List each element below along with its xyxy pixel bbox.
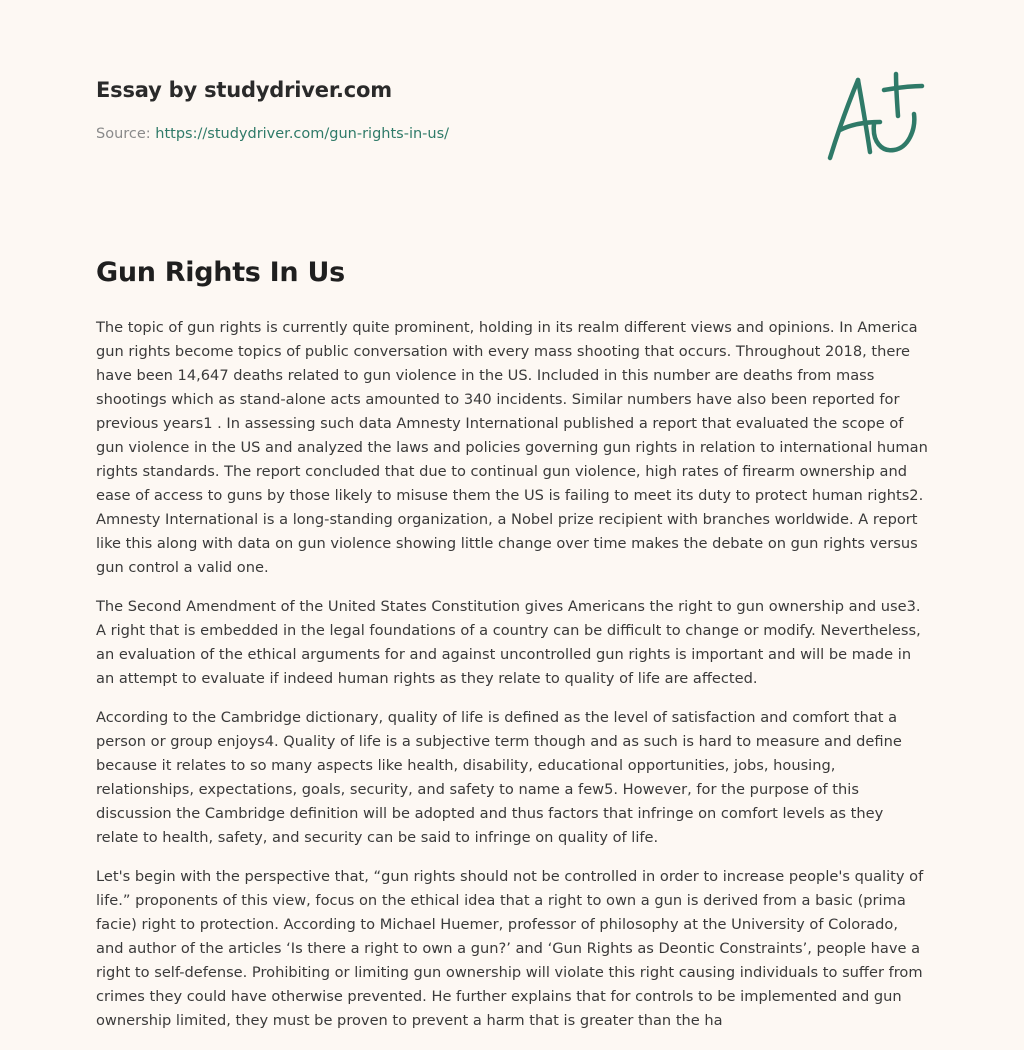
source-link[interactable]: https://studydriver.com/gun-rights-in-us/ <box>155 126 450 142</box>
essay-body <box>96 316 928 1048</box>
site-title: Essay by studydriver.com <box>96 78 392 102</box>
source-line <box>96 126 449 142</box>
a-plus-logo-icon <box>822 68 928 164</box>
essay-paragraph: According to the Cambridge dictionary, quality of life is defined as the level of satisfaction and comfort that a person or group enjoys4. Quality of life is a subjective term though and as such is hard to measure and define because it relates to so many aspects like health, disability, educational opportunities, jobs, housing, relationships, expectations, goals, security, and safety to name a few5. However, for the purpose of this discussion the Cambridge definition will be adopted and thus factors that infringe on comfort levels as they relate to health, safety, and security can be said to infringe on quality of life. <box>96 709 902 846</box>
site-header <box>96 78 449 142</box>
source-label: Source: <box>96 126 151 142</box>
essay-title: Gun Rights In Us <box>96 257 345 288</box>
essay-paragraph: Let's begin with the perspective that, “gun rights should not be controlled in order to increase people's quality of life.” proponents of this view, focus on the ethical idea that a right to own a gun is derived from a basic (prima facie) right to protection. According to Michael Huemer, professor of philosophy at the University of Colorado, and author of the articles ‘Is there a right to own a gun?’ and ‘Gun Rights as Deontic Constraints’, people have a right to self-defense. Prohibiting or limiting gun ownership will violate this right causing individuals to suffer from crimes they could have otherwise prevented. He further explains that for controls to be implemented and gun ownership limited, they must be proven to prevent a harm that is greater than the ha <box>96 868 924 1029</box>
essay-paragraph: The Second Amendment of the United States Constitution gives Americans the right to gun ownership and use3. A right that is embedded in the legal foundations of a country can be difficult to change or modify. Nevertheless, an evaluation of the ethical arguments for and against uncontrolled gun rights is important and will be made in an attempt to evaluate if indeed human rights as they relate to quality of life are affected. <box>96 598 921 687</box>
essay-paragraph: The topic of gun rights is currently quite prominent, holding in its realm different views and opinions. In America gun rights become topics of public conversation with every mass shooting that occurs. Throughout 2018, there have been 14,647 deaths related to gun violence in the US. Included in this number are deaths from mass shootings which as stand-alone acts amounted to 340 incidents. Similar numbers have also been reported for previous years1 . In assessing such data Amnesty International published a report that evaluated the scope of gun violence in the US and analyzed the laws and policies governing gun rights in relation to international human rights standards. The report concluded that due to continual gun violence, high rates of firearm ownership and ease of access to guns by those likely to misuse them the US is failing to meet its duty to protect human rights2. Amnesty International is a long-standing organization, a Nobel prize recipient with branches worldwide. A report like this along with data on gun violence showing little change over time makes the debate on gun rights versus gun control a valid one. <box>96 319 928 576</box>
